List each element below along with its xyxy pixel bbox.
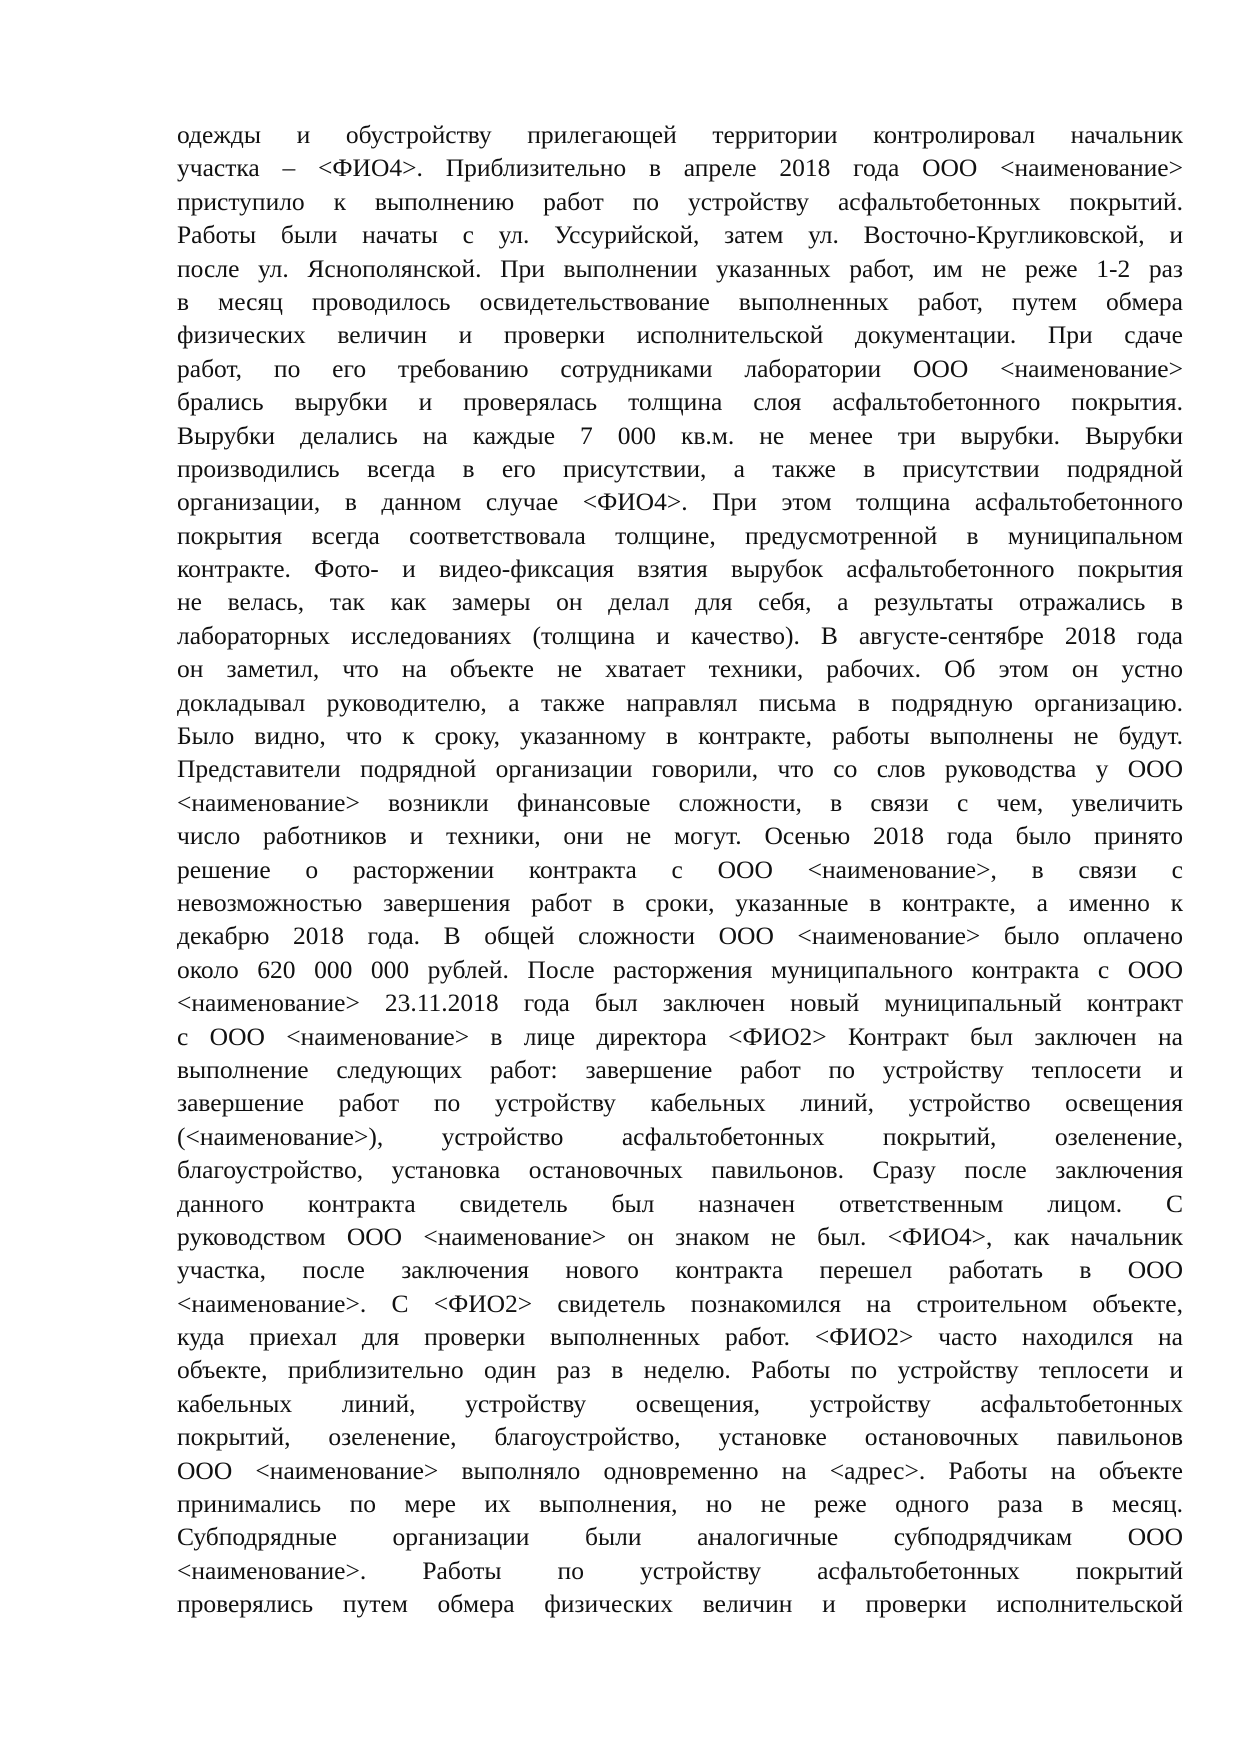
text-line: куда приехал для проверки выполненных работ. <ФИО2> часто находился на <box>177 1322 1183 1352</box>
text-line: контракте. Фото- и видео-фиксация взятия вырубок асфальтобетонного покрытия <box>177 554 1183 584</box>
text-line: (<наименование>), устройство асфальтобетонных покрытий, озеленение, <box>177 1121 1183 1151</box>
body-text <box>177 118 1183 1621</box>
text-line: покрытия всегда соответствовала толщине, предусмотренной в муниципальном <box>177 520 1183 550</box>
text-line: ООО <наименование> выполняло одновременно на <адрес>. Работы на объекте <box>177 1455 1183 1485</box>
text-line: невозможностью завершения работ в сроки, указанные в контракте, а именно к <box>177 887 1183 917</box>
text-line: организации, в данном случае <ФИО4>. При этом толщина асфальтобетонного <box>177 487 1183 517</box>
text-line: покрытий, озеленение, благоустройство, установке остановочных павильонов <box>177 1422 1183 1452</box>
text-line: Представители подрядной организации говорили, что со слов руководства у ООО <box>177 754 1183 784</box>
text-line: Работы были начаты с ул. Уссурийской, затем ул. Восточно-Кругликовской, и <box>177 220 1183 250</box>
text-line: Вырубки делались на каждые 7 000 кв.м. не менее три вырубки. Вырубки <box>177 420 1183 450</box>
text-line: число работников и техники, они не могут. Осенью 2018 года было принято <box>177 821 1183 851</box>
text-line: около 620 000 000 рублей. После расторжения муниципального контракта с ООО <box>177 954 1183 984</box>
text-line: <наименование>. Работы по устройству асфальтобетонных покрытий <box>177 1555 1183 1585</box>
text-line: декабрю 2018 года. В общей сложности ООО <наименование> было оплачено <box>177 921 1183 951</box>
text-line: кабельных линий, устройству освещения, устройству асфальтобетонных <box>177 1388 1183 1418</box>
text-line: работ, по его требованию сотрудниками лаборатории ООО <наименование> <box>177 353 1183 383</box>
text-line: выполнение следующих работ: завершение работ по устройству теплосети и <box>177 1054 1183 1084</box>
text-line: решение о расторжении контракта с ООО <наименование>, в связи с <box>177 854 1183 884</box>
text-line: участка, после заключения нового контракта перешел работать в ООО <box>177 1255 1183 1285</box>
text-line: <наименование> 23.11.2018 года был заключен новый муниципальный контракт <box>177 988 1183 1018</box>
text-line: физических величин и проверки исполнительской документации. При сдаче <box>177 320 1183 350</box>
text-line: проверялись путем обмера физических величин и проверки исполнительской <box>177 1589 1183 1619</box>
text-line: Было видно, что к сроку, указанному в контракте, работы выполнены не будут. <box>177 721 1183 751</box>
text-line: он заметил, что на объекте не хватает техники, рабочих. Об этом он устно <box>177 654 1183 684</box>
text-line: <наименование>. С <ФИО2> свидетель познакомился на строительном объекте, <box>177 1288 1183 1318</box>
text-line: с ООО <наименование> в лице директора <ФИО2> Контракт был заключен на <box>177 1021 1183 1051</box>
text-line: Субподрядные организации были аналогичные субподрядчикам ООО <box>177 1522 1183 1552</box>
text-line: участка – <ФИО4>. Приблизительно в апреле 2018 года ООО <наименование> <box>177 153 1183 183</box>
text-line: докладывал руководителю, а также направлял письма в подрядную организацию. <box>177 687 1183 717</box>
text-line: производились всегда в его присутствии, а также в присутствии подрядной <box>177 453 1183 483</box>
text-line: после ул. Яснополянской. При выполнении указанных работ, им не реже 1-2 раз <box>177 253 1183 283</box>
text-line: приступило к выполнению работ по устройству асфальтобетонных покрытий. <box>177 186 1183 216</box>
text-line: данного контракта свидетель был назначен ответственным лицом. С <box>177 1188 1183 1218</box>
text-line: благоустройство, установка остановочных павильонов. Сразу после заключения <box>177 1155 1183 1185</box>
text-line: объекте, приблизительно один раз в неделю. Работы по устройству теплосети и <box>177 1355 1183 1385</box>
text-line: завершение работ по устройству кабельных линий, устройство освещения <box>177 1088 1183 1118</box>
text-line: одежды и обустройству прилегающей территории контролировал начальник <box>177 120 1183 149</box>
text-line: не велась, так как замеры он делал для себя, а результаты отражались в <box>177 587 1183 617</box>
text-line: <наименование> возникли финансовые сложности, в связи с чем, увеличить <box>177 787 1183 817</box>
text-line: лабораторных исследованиях (толщина и качество). В августе-сентябре 2018 года <box>177 620 1183 650</box>
text-line: в месяц проводилось освидетельствование выполненных работ, путем обмера <box>177 286 1183 316</box>
text-line: брались вырубки и проверялась толщина слоя асфальтобетонного покрытия. <box>177 387 1183 417</box>
text-line: руководством ООО <наименование> он знаком не был. <ФИО4>, как начальник <box>177 1221 1183 1251</box>
text-line: принимались по мере их выполнения, но не реже одного раза в месяц. <box>177 1489 1183 1519</box>
